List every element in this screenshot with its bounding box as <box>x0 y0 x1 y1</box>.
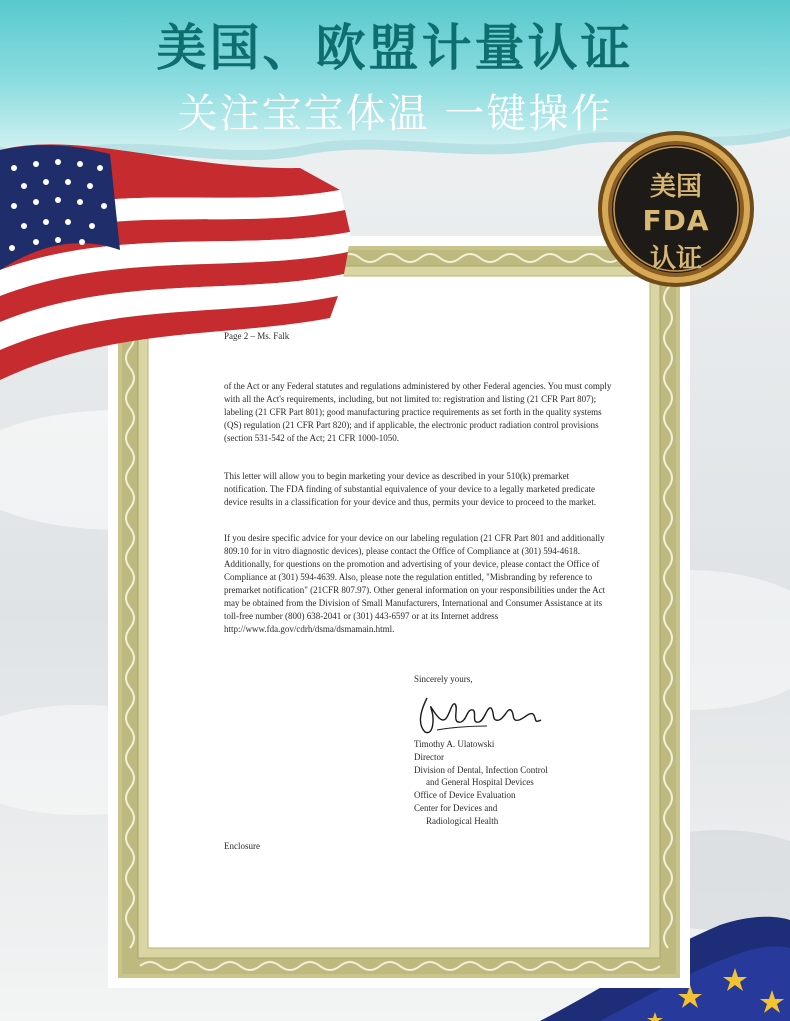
signatory-title-5: Center for Devices and <box>414 802 498 813</box>
letter-closing: Sincerely yours, <box>414 674 473 684</box>
signatory-title-4: Office of Device Evaluation <box>414 790 516 801</box>
letter-paragraph-3: If you desire specific advice for your device on our labeling regulation (21 CFR Part 801 and additionally 809.10 for in vitro diagnostic devices), please contact the Office of Compliance at (301) 594-4618. Additionally, for questions on the promotion and advertising of your device, please contact the Office of Compliance at (301) 594-4639. Also, please note the regulation entitled, "Misbranding by reference to premarket notification" (21CFR 807.97). Other general information on your responsibilities under the Act may be obtained from the Division of Small Manufacturers, International and Consumer Assistance at its toll-free number (800) 638-2041 or (301) 443-6597 or at its Internet address http://www.fda.gov/cdrh/dsma/dsmamain.html. <box>224 533 606 634</box>
badge-line-2: FDA <box>642 204 710 237</box>
signatory-title-6: Radiological Health <box>426 815 499 826</box>
us-flag-icon <box>0 140 360 390</box>
signature-block <box>414 738 634 828</box>
signatory-title-3: and General Hospital Devices <box>426 777 534 788</box>
signatory-name: Timothy A. Ulatowski <box>414 739 495 749</box>
signature-icon <box>407 690 557 738</box>
signatory-title-2: Division of Dental, Infection Control <box>414 764 548 775</box>
letter-paragraph-1: of the Act or any Federal statutes and regulations administered by other Federal agencies. You must comply with all the Act's requirements, including, but not limited to: registration and listing (21 CFR Part 807); labeling (21 CFR Part 801); good manufacturing practice requirements as set forth in the quality systems (QS) regulation (21 CFR Part 820); and if applicable, the electronic product radiation control provisions (section 531-542 of the Act; 21 CFR 1000-1050. <box>224 381 612 443</box>
banner-subtitle: 关注宝宝体温 一键操作 <box>177 91 613 137</box>
letter-paragraph-2: This letter will allow you to begin marketing your device as described in your 510(k) premarket notification. The FDA finding of substantial equivalence of your device to a legally marketed predicate device results in a classification for your device and thus, permits your device to proceed to the market. <box>224 471 597 507</box>
badge-line-1: 美国 <box>649 172 702 202</box>
badge-line-3: 认证 <box>649 244 702 274</box>
signatory-title-1: Director <box>414 751 444 762</box>
letter-header: Page 2 – Ms. Falk <box>224 331 290 341</box>
banner-title: 美国、欧盟计量认证 <box>156 19 634 77</box>
letter-enclosure: Enclosure <box>224 841 260 851</box>
